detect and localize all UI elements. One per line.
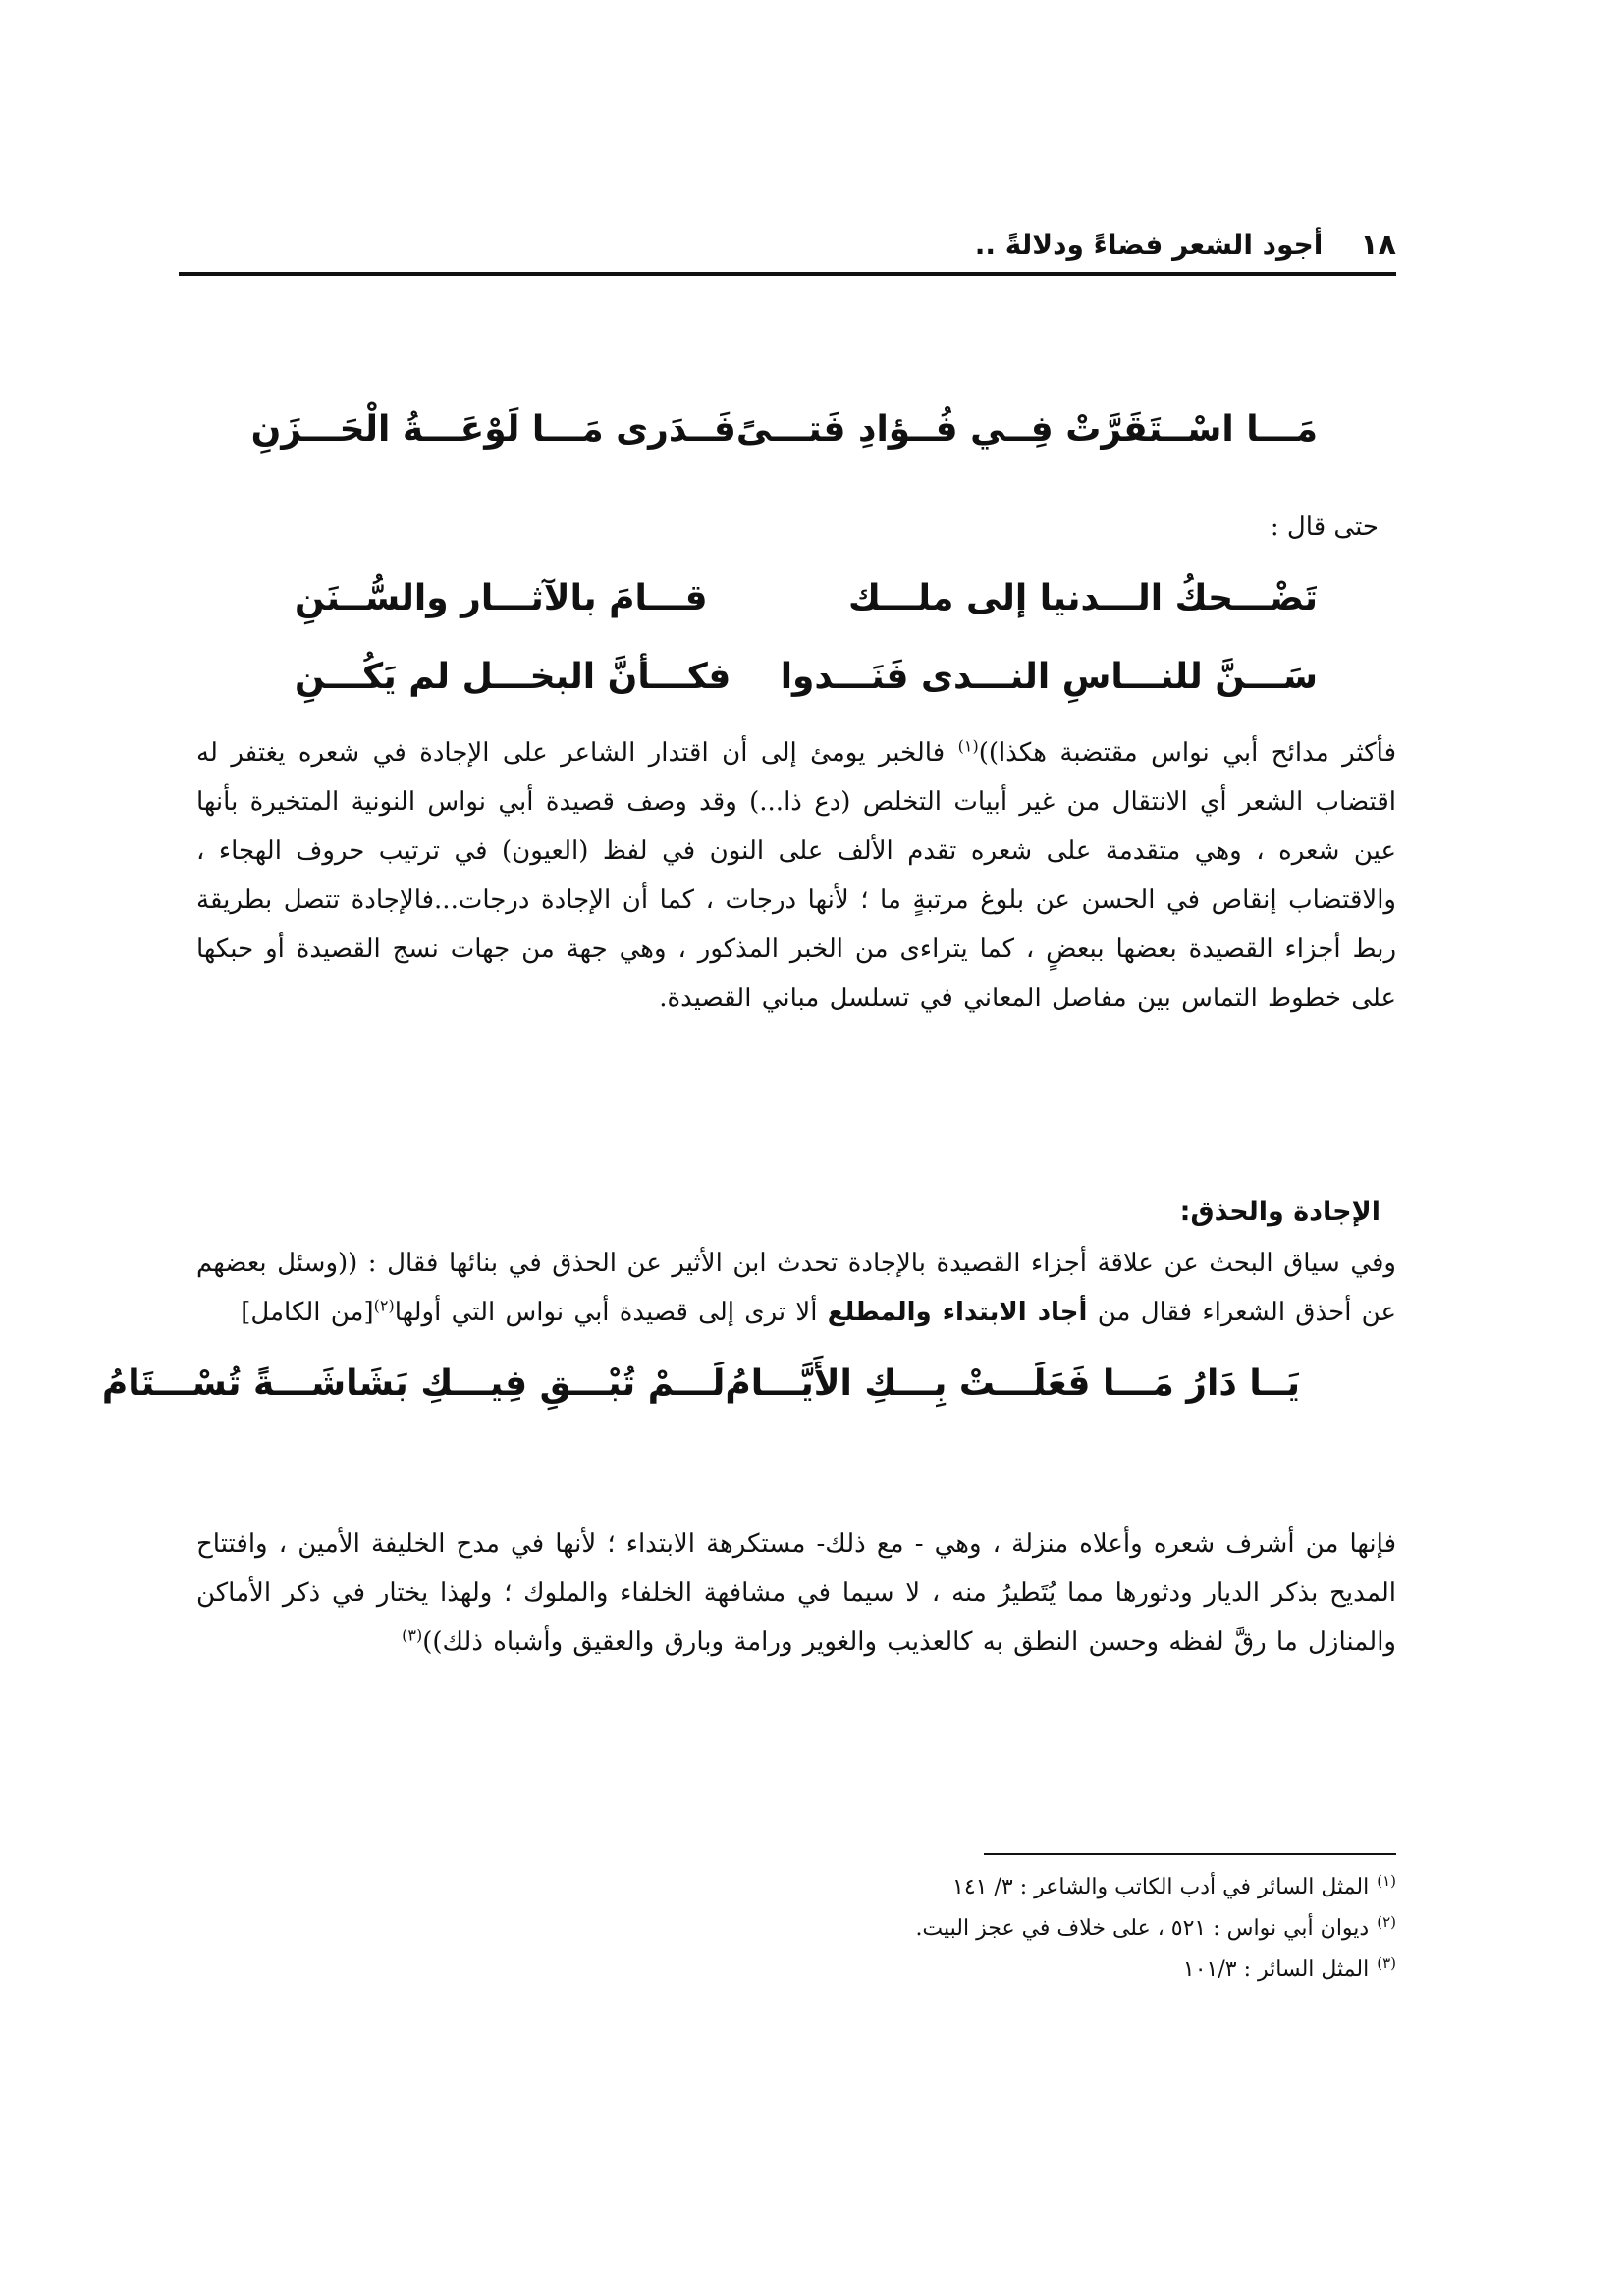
footnote-2-text: ديوان أبي نواس : ٥٢١ ، على خلاف في عجز البيت. <box>915 1916 1370 1941</box>
transition-phrase: حتى قال : <box>1270 512 1379 542</box>
footnote-3-mark: (٣) <box>1377 1953 1396 1972</box>
verse-1-first-hemistich: مَـــا اسْــتَقَرَّتْ فِــي فُــؤادِ فَتـــىً <box>735 409 1318 450</box>
footnote-1-mark: (١) <box>1377 1871 1396 1890</box>
footnote-ref-2[interactable]: (٢) <box>373 1296 395 1315</box>
footnote-3-text: المثل السائر : ١٠١/٣ <box>1182 1957 1370 1982</box>
footnote-rule <box>984 1853 1396 1855</box>
paragraph-2-bold-phrase: أجاد الابتداء والمطلع <box>827 1298 1088 1327</box>
paragraph-3 <box>196 1520 1396 1667</box>
footnote-ref-3[interactable]: (٣) <box>402 1626 423 1645</box>
paragraph-2-intro: وفي سياق البحث عن علاقة أجزاء القصيدة بالإجادة تحدث ابن الأثير عن الحذق في بنائها فقال : ((وسئل بعضهم عن أحذق الشعراء فقال من <box>196 1249 1396 1327</box>
verse-4-second-hemistich: لَـــمْ تُبْـــقِ فِيـــكِ بَشَاشَـــةً تُسْـــتَامُ <box>101 1363 726 1404</box>
paragraph-1-before: فأكثر مدائح أبي نواس مقتضبة هكذا)) <box>978 738 1396 768</box>
header-rule <box>179 272 1396 276</box>
footnote-1-text: المثل السائر في أدب الكاتب والشاعر : ٣/ ١٤١ <box>952 1875 1370 1899</box>
footnotes <box>589 1867 1396 1991</box>
verse-2-second-hemistich: قـــامَ بالآثـــار والسُّــنَنِ <box>295 578 708 618</box>
verse-3-second-hemistich: فكـــأنَّ البخـــل لم يَكُـــنِ <box>295 657 731 697</box>
paragraph-2 <box>196 1239 1396 1337</box>
running-title: أجود الشعر فضاءً ودلالةً .. <box>974 228 1324 261</box>
paragraph-2-rest: ألا ترى إلى قصيدة أبي نواس التي أولها <box>394 1298 828 1327</box>
footnote-ref-1[interactable]: (١) <box>957 736 979 756</box>
footnote-1 <box>589 1867 1396 1908</box>
paragraph-1-after: فالخبر يومئ إلى أن اقتدار الشاعر على الإجادة في شعره يغتفر له اقتضاب الشعر أي الانتقال من غير أبيات التخلص (دع ذا...) وقد وصف قصيدة أبي نواس النونية المتخيرة بأنها عين شعره ، وهي متقدمة على شعره تقدم الألف على النون في لفظ (العيون) في ترتيب حروف الهجاء ، والاقتضاب إنقاص في الحسن عن بلوغ مرتبةٍ ما ؛ لأنها درجات ، كما أن الإجادة درجات...فالإجادة تتصل بطريقة ربط أجزاء القصيدة بعضها ببعضٍ ، كما يتراءى من الخبر المذكور ، وهي جهة من جهات نسج القصيدة أو حبكها على خطوط التماس بين مفاصل المعاني في تسلسل مباني القصيدة. <box>196 738 1396 1013</box>
paragraph-1 <box>196 728 1396 1023</box>
meter-label: [من الكامل] <box>241 1298 374 1327</box>
verse-1 <box>250 400 1318 459</box>
page-number: ١٨ <box>1360 227 1396 262</box>
section-heading: الإجادة والحذق: <box>1179 1197 1380 1227</box>
verse-4-first-hemistich: يَــا دَارُ مَـــا فَعَلَـــتْ بِـــكِ الأَيَّـــامُ <box>725 1363 1300 1404</box>
running-header <box>179 218 1396 271</box>
footnote-2 <box>589 1908 1396 1949</box>
footnote-2-mark: (٢) <box>1377 1912 1396 1931</box>
verse-2-first-hemistich: تَضْـــحكُ الـــدنيا إلى ملـــك <box>848 578 1318 618</box>
verse-4 <box>101 1355 1300 1414</box>
verse-3-first-hemistich: سَـــنَّ للنـــاسِ النـــدى فَنَـــدوا <box>780 657 1318 697</box>
footnote-3 <box>589 1949 1396 1991</box>
paragraph-3-text: فإنها من أشرف شعره وأعلاه منزلة ، وهي - مع ذلك- مستكرهة الابتداء ؛ لأنها في مدح الخليفة الأمين ، وافتتاح المديح بذكر الديار ودثورها مما يُتَطيرُ منه ، لا سيما في مشافهة الخلفاء والملوك ؛ ولهذا يختار في ذكر الأماكن والمنازل ما رقَّ لفظه وحسن النطق به كالعذيب والغوير ورامة وبارق والعقيق وأشباه ذلك)) <box>196 1529 1396 1657</box>
verse-2 <box>295 569 1318 628</box>
verse-3 <box>295 648 1318 707</box>
verse-1-second-hemistich: فَــدَرى مَـــا لَوْعَـــةُ الْحَـــزَنِ <box>250 409 736 450</box>
